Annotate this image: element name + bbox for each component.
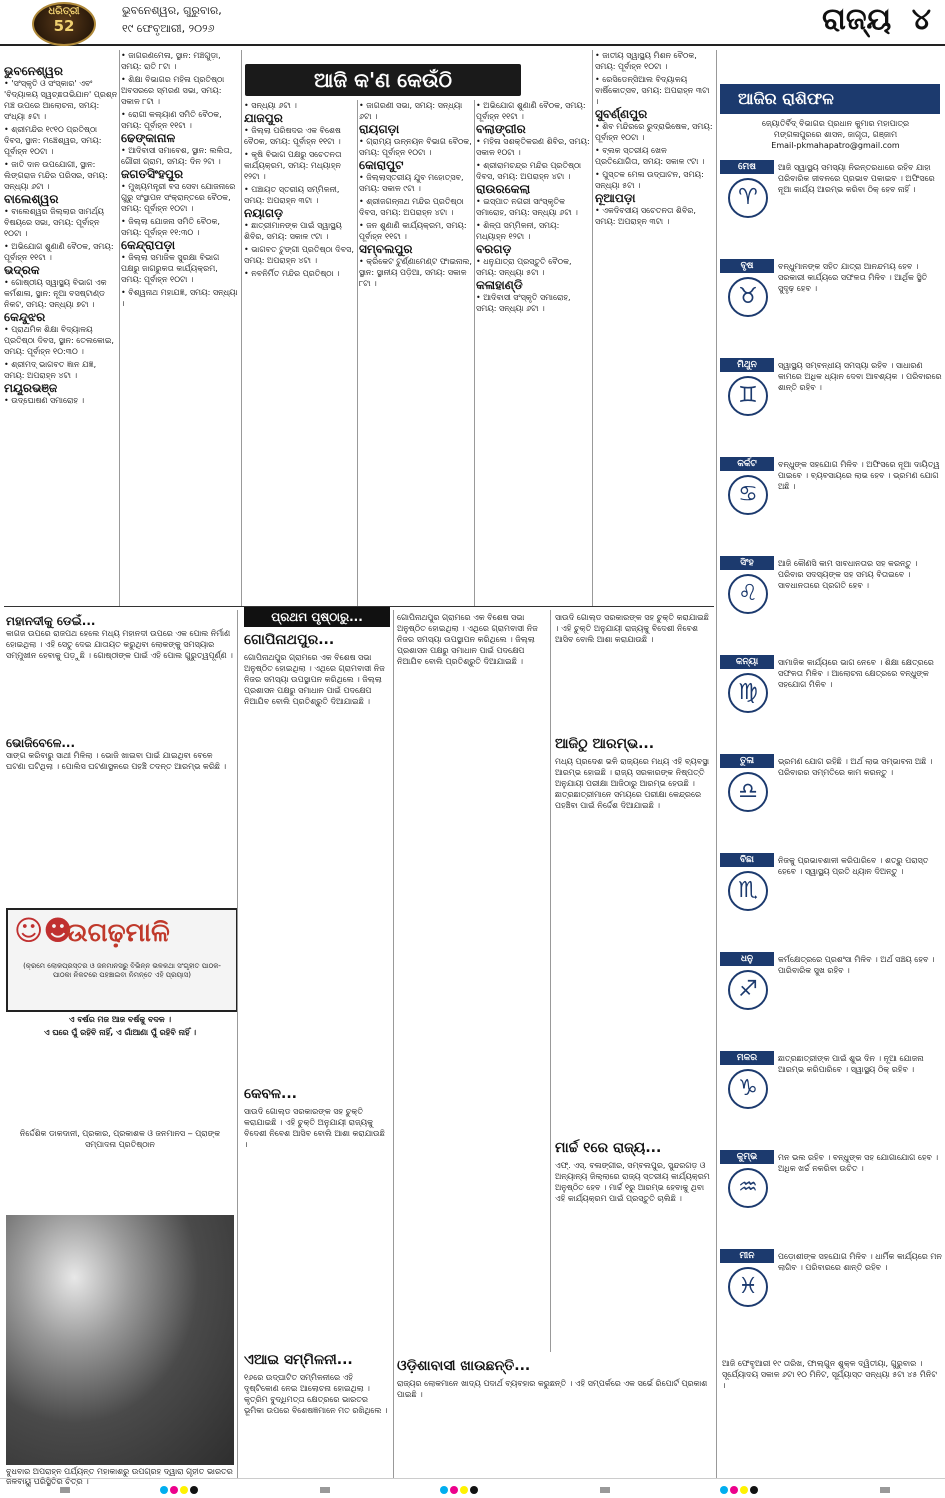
event-item: • ବ୍ଲକ ସ୍ତରୀୟ ଖେଳ ପ୍ରତିଯୋଗିତା, ସମୟ: ସକାଳ ୯ଟା । <box>595 146 705 166</box>
sign-name: କୁମ୍ଭ <box>720 1150 774 1164</box>
event-place-heading: ନୟାଗଡ଼ <box>244 206 284 220</box>
event-item: • ଜିଲ୍ଲାସ୍ତରୀୟ ଯୁବ ମହୋତ୍ସବ, ସମୟ: ସକାଳ ୯ଟା । <box>359 173 464 193</box>
event-item: • ଅଭିଯୋଗ ଶୁଣାଣି ବୈଠକ, ସମୟ: ପୂର୍ବାହ୍ନ ୧୧ଟା । <box>4 242 114 262</box>
horoscope-sign <box>720 160 942 254</box>
horoscope-sign <box>720 1051 942 1145</box>
ugadhamala-content <box>6 1014 234 1210</box>
registration-mark <box>450 1486 458 1494</box>
event-place-heading: ରାୟଗଡ଼ା <box>359 122 400 136</box>
section-title: ରାଜ୍ୟ <box>821 2 892 37</box>
event-item: • ପଞ୍ଚାୟତ ସ୍ତରୀୟ ସମ୍ମିଳନୀ, ସମୟ: ଅପରାହ୍ନ ୩ଟା । <box>244 185 340 205</box>
sign-prediction: ନିଜକୁ ପ୍ରଭାବଶାଳୀ କରିପାରିବେ । ଶତ୍ରୁ ପରାସ୍ତ ହେବେ । ସ୍ୱାସ୍ଥ୍ୟ ପ୍ରତି ଧ୍ୟାନ ଦିଅନ୍ତୁ । <box>778 856 929 876</box>
story-kebala-body <box>244 1106 390 1346</box>
story-aajithu-body <box>555 756 712 1136</box>
zodiac-icon: ♋ <box>728 475 768 515</box>
events-column-6 <box>595 50 713 604</box>
event-item: • ଶିକ୍ଷା ବିଭାଗର ମହିଳା ପ୍ରତିଷ୍ଠା ଅବସରରେ ସ୍ମରଣ ସଭା, ସମୟ: ସକାଳ ୮ଟା । <box>121 75 225 106</box>
event-place-heading: କଳାହାଣ୍ଡି <box>476 278 523 292</box>
sign-name: ଧନୁ <box>720 952 774 966</box>
event-item: • ଆଦିବାସୀ ସମାବେଶ, ସ୍ଥାନ: ଲଲିତା, ଗୌରୀ ଗ୍ରାମ, ସମୟ: ଦିନ ୨ଟା । <box>121 146 233 166</box>
event-place-heading: ଢେଙ୍କାନାଳ <box>121 131 176 145</box>
story-odisha-body <box>397 1378 711 1476</box>
newspaper-logo <box>32 2 96 46</box>
sign-name: ମୀନ <box>720 1249 774 1263</box>
event-item: • ଶ୍ରୀରାମଚନ୍ଦ୍ର ମନ୍ଦିର ପ୍ରତିଷ୍ଠା ଦିବସ, ସମୟ: ଅପରାହ୍ନ ୪ଟା । <box>476 161 582 181</box>
story-gopinath-headline: ଗୋପିନାଥପୁର... <box>244 632 335 648</box>
horoscope-sign <box>720 259 942 353</box>
story-march-headline: ମାର୍ଚ୍ଚ ୧ରେ ରାଜ୍ୟ... <box>555 1140 662 1156</box>
events-column-3 <box>244 100 356 600</box>
masthead <box>0 0 945 46</box>
event-item: • ମହିଳା ସଶକ୍ତିକରଣ ଶିବିର, ସମୟ: ସକାଳ ୧୦ଟା । <box>476 137 590 157</box>
sign-name: ସିଂହ <box>720 556 774 570</box>
horoscope-sign <box>720 1150 942 1244</box>
registration-mark <box>600 1487 610 1493</box>
event-item: • ଶ୍ରୀମଦ୍‌ ଭାଗବତ ଜ୍ଞାନ ଯଜ୍ଞ, ସମୟ: ଅପରାହ୍ନ ୪ଟା । <box>4 360 97 380</box>
dateline-date: ୧୯ ଫେବୃଆରୀ, ୨୦୨୬ <box>122 22 215 35</box>
event-item: • ଜାତି ଦାନ ଉପଯୋଗୀ, ସ୍ଥାନ: ଲିଙ୍ଗରାଜ ମନ୍ଦିର ପରିସର, ସମୟ: ସନ୍ଧ୍ୟା ୬ଟା । <box>4 160 108 191</box>
author-name: ଜ୍ୟୋତିର୍ବିଦ୍ ବିଭାଗର ପ୍ରଧାନ କୁମାର ମହାପାତ୍ର <box>761 119 910 128</box>
zodiac-icon: ♑ <box>728 1069 768 1109</box>
sign-name: ମିଥୁନ <box>720 358 774 372</box>
satellite-image <box>6 1215 234 1486</box>
event-place-heading: କେନ୍ଦୁଝର <box>4 310 46 324</box>
zodiac-icon: ♊ <box>728 376 768 416</box>
satellite-caption: ବୁଧବାର ଅପରାହ୍ନ ପର୍ଯ୍ୟନ୍ତ ମହାକାଶରୁ ଉପଗ୍ରହ ଦ୍ୱାରା ଗୃହୀତ ଭାରତର ଜଳବାୟୁ ପରିସ୍ଥିତିର ଚିତ୍ର । <box>6 1467 233 1486</box>
event-item: • ଜନ ଶୁଣାଣି କାର୍ଯ୍ୟକ୍ରମ, ସମୟ: ପୂର୍ବାହ୍ନ ୧୧ଟା । <box>359 221 467 241</box>
sign-prediction: ବନ୍ଧୁଙ୍କ ସହଯୋଗ ମିଳିବ । ଅଫିସରେ ନୂଆ ଦାୟିତ୍ୱ ପାଇବେ । ବ୍ୟବସାୟରେ ଲାଭ ହେବ । ଭ୍ରମଣ ଯୋଗ ଅଛି । <box>778 460 940 491</box>
sign-name: କର୍କଟ <box>720 457 774 471</box>
sign-prediction: କର୍ମକ୍ଷେତ୍ରରେ ପ୍ରଶଂସା ମିଳିବ । ଅର୍ଥ ସଞ୍ଚୟ ହେବ । ପାରିବାରିକ ସୁଖ ରହିବ । <box>778 955 935 975</box>
ugadhamala-box <box>6 908 238 1012</box>
registration-mark <box>880 1487 890 1493</box>
event-item: • କ୍ରିକେଟ ଟୁର୍ଣ୍ଣାମେଣ୍ଟ ଫାଇନାଲ, ସ୍ଥାନ: ସ୍ଥାନୀୟ ପଡ଼ିଆ, ସମୟ: ସକାଳ ୮ଟା । <box>359 257 472 288</box>
faces-icon: ☺☻ <box>14 914 73 947</box>
event-item: • ସନ୍ଧ୍ୟା ୬ଟା । <box>244 101 297 110</box>
event-place-heading: ବାଲେଶ୍ୱର <box>4 192 59 206</box>
event-item: • ଗୋଷ୍ଠୀୟ ସ୍ୱାସ୍ଥ୍ୟ ବିଭାଗ ଏକ କର୍ମଶାଳା, ସ୍ଥାନ: ନୂଆ ବସଷ୍ଟାଣ୍ଡ ନିକଟ, ସମୟ: ସନ୍ଧ୍ୟା ୭ଟା । <box>4 278 107 309</box>
story-mahanadi-headline: ମହାନଦୀକୁ ଡେଇଁ... <box>6 614 96 628</box>
story-bhojiba-headline: ଭୋଜିବେଳେ... <box>6 736 76 750</box>
story-kebala-text: ସାଉଦି ଗୋଲ୍ଡ ସରକାରଙ୍କ ସହ ଚୁକ୍ତି କରାଯାଇଛି । ଏହି ଚୁକ୍ତି ଅନୁଯାୟୀ ରାଜ୍ୟକୁ ବିଦେଶୀ ନିବେଶ ଆସିବ ବୋଲି ଆଶା କରାଯାଉଛି । <box>244 1107 385 1149</box>
event-item: • ଶ୍ରୀଜଗନ୍ନାଥ ମନ୍ଦିର ପ୍ରତିଷ୍ଠା ଦିବସ, ସମୟ: ଅପରାହ୍ନ ୪ଟା । <box>359 197 464 217</box>
story-ai-headline: ଏଆଇ ସମ୍ମିଳନୀ... <box>244 1352 353 1368</box>
story-bhojiba-body: ସାଙ୍ଗ କରିବାରୁ ସାଥୀ ମିଳିଲା । ଭୋଜି ଖାଇବା ପାଇଁ ଯାଇଥିବା ବେଳେ ଘଟଣା ଘଟିଥିଲା । ପୋଲିସ ଘଟଣାସ୍ଥଳରେ ପହଞ୍ଚି ତଦନ୍ତ ଆରମ୍ଭ କରିଛି । <box>6 751 227 771</box>
event-item: • 'ସଂସ୍କୃତି ଓ ସଂସ୍କାର' ଏବଂ 'ବିଦ୍ୟାଳୟ ସ୍ୱଚ୍ଛତାଭିଯାନ' ପ୍ରଶ୍ନ ମଞ୍ଚ ଉପରେ ଆଲୋଚନା, ସମୟ: ସଂଧ୍ୟା ୫ଟା । <box>4 79 118 121</box>
sign-prediction: ସ୍ୱାସ୍ଥ୍ୟ ସମ୍ବନ୍ଧୀୟ ସମସ୍ୟା ରହିବ । ସାଧାରଣ କାମରେ ଅଧିକ ଧ୍ୟାନ ଦେବା ଆବଶ୍ୟକ । ପରିବାରରେ ଶାନ୍ତି ରହିବ । <box>778 361 942 392</box>
horoscope-author <box>728 118 943 151</box>
registration-mark <box>170 1486 178 1494</box>
sign-prediction: ଆଜି ସ୍ୱାସ୍ଥ୍ୟ ସମସ୍ୟା ନିରନ୍ତରଧାରେ ରହିବ ଯାହା ପରିବାରିକ ଜୀବନରେ ପ୍ରଭାବ ପକାଇବ । ଅଫିସରେ ନୂଆ କାର୍ଯ୍ୟ ଆରମ୍ଭ କରିବା ଠିକ୍‌ ହେବ ନାହିଁ । <box>778 163 935 194</box>
event-item: • ଜାତୀୟ ସ୍ୱାସ୍ଥ୍ୟ ମିଶନ ବୈଠକ, ସମୟ: ପୂର୍ବାହ୍ନ ୧୦ଟା । <box>595 51 697 71</box>
event-item: • ଜିଲ୍ଲା ଯୋଜନା ସମିତି ବୈଠକ, ସମୟ: ପୂର୍ବାହ୍ନ ୧୧:୩୦ । <box>121 217 220 237</box>
registration-mark <box>720 1486 728 1494</box>
event-item: • ରୋଗୀ କଲ୍ୟାଣ ସମିତି ବୈଠକ, ସମୟ: ପୂର୍ବାହ୍ନ ୧୧ଟା । <box>121 110 222 130</box>
event-item: • ଶ୍ରୀମନ୍ଦିର ୧୯୧୦ ପ୍ରତିଷ୍ଠା ଦିବସ, ସ୍ଥାନ: ମଞ୍ଚେଶ୍ୱର, ସମୟ: ପୂର୍ବାହ୍ନ ୧୦ଟା । <box>4 125 102 156</box>
event-item: • ଜିଲ୍ଲା ସମାଜିକ ସୁରକ୍ଷା ବିଭାଗ ପକ୍ଷରୁ ଜାଗରୁକତା କାର୍ଯ୍ୟକ୍ରମ, ସମୟ: ପୂର୍ବାହ୍ନ ୧୦ଟା । <box>121 253 220 284</box>
events-column-1 <box>4 64 118 604</box>
event-item: • କୃଷି ବିଭାଗ ପକ୍ଷରୁ ସଚେତନତା କାର୍ଯ୍ୟକ୍ରମ, ସମୟ: ମଧ୍ୟାହ୍ନ ୧୨ଟା । <box>244 150 342 181</box>
story-right-top-text: ସାଉଦି ଗୋଲ୍ଡ ସରକାରଙ୍କ ସହ ଚୁକ୍ତି କରାଯାଇଛି । ଏହି ଚୁକ୍ତି ଅନୁଯାୟୀ ରାଜ୍ୟକୁ ବିଦେଶୀ ନିବେଶ ଆସିବ ବୋଲି ଆଶା କରାଯାଉଛି । <box>555 613 709 644</box>
story-aajithu-text: ମଧ୍ୟ ପ୍ରଦେଶ ଭଳି ରାଜ୍ୟରେ ମଧ୍ୟ ଏହି ବ୍ୟବସ୍ଥା ଆରମ୍ଭ ହୋଇଛି । ରାଜ୍ୟ ସରକାରଙ୍କ ନିଷ୍ପତ୍ତି ଅନୁଯାୟୀ ପରୀକ୍ଷା ଆଜିଠାରୁ ଆରମ୍ଭ ହେଉଛି । ଛାତ୍ରଛାତ୍ରୀମାନେ ସମୟରେ ପରୀକ୍ଷା କେନ୍ଦ୍ରରେ ପହଞ୍ଚିବା ପାଇଁ ନିର୍ଦ୍ଦେଶ ଦିଆଯାଇଛି । <box>555 757 710 810</box>
event-place-heading: ଯାଜପୁର <box>244 111 283 125</box>
event-item: • ବିଶ୍ୱନାଥ ମହାଯଜ୍ଞ, ସମୟ: ସନ୍ଧ୍ୟା । <box>121 288 238 308</box>
story-march-text: ଏଫ୍‌. ଏସ୍‌. ବଳାଙ୍ଗୀର, ସମ୍ବଲପୁର, ସୁନ୍ଦରଗଡ଼ ଓ ଅନ୍ୟାନ୍ୟ ଜିଲ୍ଲାରେ ରାଜ୍ୟ ସ୍ତରୀୟ କାର୍ଯ୍ୟକ୍ରମ ଅନୁଷ୍ଠିତ ହେବ । ମାର୍ଚ୍ଚ ୧ରୁ ଆରମ୍ଭ ହେବାକୁ ଥିବା ଏହି କାର୍ଯ୍ୟକ୍ରମ ପାଇଁ ପ୍ରସ୍ତୁତି ଚାଲିଛି । <box>555 1161 710 1203</box>
event-item: • ମୁଖ୍ୟମନ୍ତ୍ରୀ ବସ ସେବା ଯୋଜନାରେ ଗୁରୁ ସଂସ୍ଥାପନ ସଂକ୍ରାନ୍ତରେ ବୈଠକ, ସମୟ: ପୂର୍ବାହ୍ନ ୧୦ଟା । <box>121 182 236 213</box>
horoscope-sign <box>720 952 942 1046</box>
sign-name: କନ୍ୟା <box>720 655 774 669</box>
event-place-heading: ଭୁବନେଶ୍ୱର <box>4 64 63 78</box>
event-item: • ଭାଗବତ ଟୁଙ୍ଗୀ ପ୍ରତିଷ୍ଠା ଦିବସ, ସମୟ: ଅପରାହ୍ନ ୪ଟା । <box>244 245 354 265</box>
section-header <box>822 2 931 37</box>
event-item: • ଜାଗରଣମେଳା, ସ୍ଥାନ: ମଞ୍ଚଗୁଡ଼ା, ସମୟ: ରାତି ୮ଟା । <box>121 51 221 71</box>
zodiac-icon: ♉ <box>728 277 768 317</box>
event-item: • ଛାତ୍ରୀମାନଙ୍କ ପାଇଁ ସ୍ୱାସ୍ଥ୍ୟ ଶିବିର, ସମୟ: ସକାଳ ୯ଟା । <box>244 221 342 241</box>
event-item: • ଇସ୍ପାତ ନଗରୀ ସାଂସ୍କୃତିକ ସମାରୋହ, ସମୟ: ସନ୍ଧ୍ୟା ୬ଟା । <box>476 197 578 217</box>
event-item: • ଗ୍ରାମ୍ୟ ଉନ୍ନୟନ ବିଭାଗ ବୈଠକ, ସମୟ: ପୂର୍ବାହ୍ନ ୧୦ଟା । <box>359 137 472 157</box>
event-place-heading: ନୂଆପଡ଼ା <box>595 191 636 205</box>
horoscope-sign <box>720 358 942 452</box>
event-item: • ନବନିର୍ମିତ ମନ୍ଦିର ପ୍ରତିଷ୍ଠା । <box>244 269 340 278</box>
page-number: ୪ <box>911 2 931 37</box>
zodiac-icon: ♌ <box>728 574 768 614</box>
event-item: • ଏକଦିବସୀୟ ସଚେତନତା ଶିବିର, ସମୟ: ଅପରାହ୍ନ ୩ଟା । <box>595 206 696 226</box>
story-aajithu-headline: ଆଜିଠୁ ଆରମ୍ଭ... <box>555 736 655 752</box>
events-column-4 <box>359 100 473 600</box>
sign-prediction: ସାମାଜିକ କାର୍ଯ୍ୟରେ ଭାଗ ନେବେ । ଶିକ୍ଷା କ୍ଷେତ୍ରରେ ସଫଳତା ମିଳିବ । ଆଲୋଚନା କ୍ଷେତ୍ରରେ ବନ୍ଧୁଙ୍କ ସହଯୋଗ ମିଳିବ । <box>778 658 934 689</box>
event-place-heading: ଭଦ୍ରକ <box>4 263 40 277</box>
event-place-heading: ଜଗତସିଂହପୁର <box>121 167 184 181</box>
event-item: • ଶିଳ୍ପ ସମ୍ମିଳନୀ, ସମୟ: ମଧ୍ୟାହ୍ନ ୧୨ଟା । <box>476 221 560 241</box>
event-place-heading: କୋରାପୁଟ <box>359 158 404 172</box>
sign-name: ମେଷ <box>720 160 774 174</box>
sign-name: ମକର <box>720 1051 774 1065</box>
story-odisha-text: ରାଜ୍ୟର ଲୋକମାନେ ଖାଦ୍ୟ ପଦାର୍ଥ ବ୍ୟବହାର କରୁଛନ୍ତି । ଏହି ସମ୍ପର୍କରେ ଏକ ସର୍ଭେ ରିପୋର୍ଟ ପ୍ରକାଶ ପାଇଛି । <box>397 1379 708 1399</box>
logo-text: ଧରିତ୍ରୀ <box>48 6 80 17</box>
story-middle-text: ଗୋପିନାଥପୁର ଗ୍ରାମରେ ଏକ ବିଶେଷ ସଭା ଅନୁଷ୍ଠିତ ହୋଇଥିଲା । ଏଥିରେ ଗ୍ରାମବାସୀ ନିଜ ନିଜର ସମସ୍ୟା ଉପସ୍ଥାପନ କରିଥିଲେ । ଜିଲ୍ଲା ପ୍ରଶାସନ ପକ୍ଷରୁ ସମାଧାନ ପାଇଁ ପଦକ୍ଷେପ ନିଆଯିବ ବୋଲି ପ୍ରତିଶ୍ରୁତି ଦିଆଯାଇଛି । <box>397 613 538 666</box>
zodiac-icon: ♏ <box>728 871 768 911</box>
ugadhamala-quote-1: ଏ ବର୍ଷର ମଜ ଆଜ ବର୍ଷକୁ ବଦଳ । <box>68 1015 172 1024</box>
story-bhojiba <box>6 736 234 904</box>
registration-mark <box>740 1486 748 1494</box>
event-item: • ଉଦ୍‌ଘୋଷଣ ସମାରୋହ । <box>4 396 85 405</box>
sign-prediction: ଆଜି କୌଣସି କାମ ସାବଧାନତାର ସହ କରନ୍ତୁ । ପରିବାର ସଦସ୍ୟଙ୍କ ସହ ସମୟ ବିତାଇବେ । ସାବଧାନତାରେ ପ୍ରଗତି ହେବ । <box>778 559 918 590</box>
event-place-heading: ବରଗଡ଼ <box>476 242 512 256</box>
event-item: • ଆଦିବାସୀ ସଂସ୍କୃତି ସମାରୋହ, ସମୟ: ସନ୍ଧ୍ୟା ୬ଟା । <box>476 293 571 313</box>
front-page-continuation-label: ପ୍ରଥମ ପୃଷ୍ଠାରୁ... <box>244 607 390 627</box>
registration-mark <box>470 1486 478 1494</box>
horoscope-sign <box>720 853 942 947</box>
sign-prediction: ମନ ଭଲ ରହିବ । ବନ୍ଧୁଙ୍କ ସହ ଯୋଗାଯୋଗ ହେବ । ଅଧିକ ଖର୍ଚ୍ଚ ନକରିବା ଉଚିତ । <box>778 1153 939 1173</box>
story-right-top <box>555 612 712 732</box>
story-middle-body <box>397 612 543 1352</box>
event-item: • ଶିବ ମନ୍ଦିରରେ ରୁଦ୍ରାଭିଷେକ, ସମୟ: ପୂର୍ବାହ୍ନ ୧୦ଟା । <box>595 122 713 142</box>
author-email: Email-pkmahapatro@gmail.com <box>771 141 900 150</box>
horoscope-sign <box>720 556 942 650</box>
event-place-heading: କେନ୍ଦ୍ରାପଡ଼ା <box>121 238 176 252</box>
story-gopinath-body <box>244 652 390 1052</box>
sign-name: ତୁଳା <box>720 754 774 768</box>
event-item: • ବାଲେଶ୍ୱର ଜିଲ୍ଲାର ସାମର୍ଥ୍ୟ ବିଷୟରେ ସଭା, ସମୟ: ପୂର୍ବାହ୍ନ ୧୦ଟା । <box>4 207 104 238</box>
sign-name: ବିଛା <box>720 853 774 867</box>
registration-mark <box>730 1486 738 1494</box>
events-column-5 <box>476 100 591 600</box>
event-place-heading: ସୁବର୍ଣ୍ଣପୁର <box>595 107 648 121</box>
story-kebala-headline: କେବଳ... <box>244 1086 297 1102</box>
zodiac-icon: ♓ <box>728 1267 768 1307</box>
horoscope-sign <box>720 457 942 551</box>
story-march-body <box>555 1160 712 1352</box>
sign-prediction: ବନ୍ଧୁମାନଙ୍କ ସହିତ ଯାତ୍ରା ଆନନ୍ଦମୟ ହେବ । ସରକାରୀ କାର୍ଯ୍ୟରେ ସଫଳତା ମିଳିବ । ଆର୍ଥିକ ସ୍ଥିତି ସୁଦୃଢ଼ ହେବ । <box>778 262 928 293</box>
event-item: • ପ୍ରାଥମିକ ଶିକ୍ଷା ବିଦ୍ୟାଳୟ ପ୍ରତିଷ୍ଠା ଦିବସ, ସ୍ଥାନ: ତେଲକୋଇ, ସମୟ: ପୂର୍ବାହ୍ନ ୧୦:୩୦ । <box>4 325 114 356</box>
event-place-heading: ସମ୍ବଲପୁର <box>359 242 413 256</box>
sign-prediction: ଭ୍ରମଣ ଯୋଗ ରହିଛି । ଅର୍ଥ ଲାଭ ସମ୍ଭାବନା ଅଛି । ପରିବାରର ସମ୍ମତିରେ କାମ କରନ୍ତୁ । <box>778 757 933 777</box>
horoscope-sign <box>720 1249 942 1343</box>
panjika <box>722 1358 940 1476</box>
event-item: • ଧନୁଯାତ୍ରା ପ୍ରସ୍ତୁତି ବୈଠକ, ସମୟ: ସନ୍ଧ୍ୟା ୫ଟା । <box>476 257 572 277</box>
event-place-heading: ବଲାଙ୍ଗୀର <box>476 122 526 136</box>
registration-mark <box>60 1487 70 1493</box>
registration-mark <box>750 1486 758 1494</box>
horoscope-title: ଆଜିର ରାଶିଫଳ <box>720 84 940 114</box>
ugadhamala-title: ଉଗଢ଼ମାଳି <box>66 918 170 948</box>
zodiac-icon: ♎ <box>728 772 768 812</box>
zodiac-icon: ♍ <box>728 673 768 713</box>
story-ai-body <box>244 1372 390 1476</box>
event-place-heading: ରାଉରକେଲା <box>476 182 531 196</box>
story-mahanadi-body: କାଗଜ ଉପରେ ରାଜପଥ ହେଲେ ମଧ୍ୟ ମହାନଦୀ ଉପରେ ଏକ ପୋଲ ନିର୍ମାଣ ହୋଇଥିଲା । ଏହି ସେତୁ ଦେଇ ଯାତାୟତ କରୁଥିବା ଲୋକଙ୍କୁ ସମସ୍ୟାର ସମ୍ମୁଖୀନ ହେବାକୁ ପଡ଼ୁଛି । ଗୋଷ୍ଠୀଙ୍କ ପାଇଁ ଏହି ପୋଲ ଗୁରୁତ୍ୱପୂର୍ଣ୍ଣ । <box>6 629 233 660</box>
event-item: • ରେସିଡେନ୍ସିଆଲ ବିଦ୍ୟାଳୟ ବାର୍ଷିକୋତ୍ସବ, ସମୟ: ଅପରାହ୍ନ ୩ଟା । <box>595 75 710 106</box>
sign-name: ବୃଷ <box>720 259 774 273</box>
event-item: • ଜାଗରଣୀ ସଭା, ସମୟ: ସନ୍ଧ୍ୟା ୬ଟା । <box>359 101 463 121</box>
registration-mark <box>460 1486 468 1494</box>
zodiac-icon: ♒ <box>728 1168 768 1208</box>
event-item: • ଜିଲ୍ଲା ପରିଷଦର ଏକ ବିଶେଷ ବୈଠକ, ସମୟ: ପୂର୍ବାହ୍ନ ୧୧ଟା । <box>244 126 341 146</box>
registration-mark <box>160 1486 168 1494</box>
event-item: • ଅଭିଯୋଗ ଶୁଣାଣି ବୈଠକ, ସମୟ: ପୂର୍ବାହ୍ନ ୧୧ଟା । <box>476 101 586 121</box>
zodiac-icon: ♈ <box>728 178 768 218</box>
event-place-heading: ମୟୂରଭଞ୍ଜ <box>4 381 58 395</box>
horoscope-sign <box>720 754 942 848</box>
dateline-city: ଭୁବନେଶ୍ୱର, ଗୁରୁବାର, <box>122 4 222 17</box>
story-odisha-headline: ଓଡ଼ିଶାବାସୀ ଖାଉଛନ୍ତି... <box>397 1358 531 1374</box>
horoscope-sign <box>720 655 942 749</box>
panjika-text: ଆଜି ଫେବୃଆରୀ ୧୯ ତାରିଖ, ଫାଲ୍‌ଗୁନ ଶୁକ୍ଳ ଦ୍ୱିତୀୟା, ଗୁରୁବାର । ସୂର୍ଯ୍ୟୋଦୟ ସକାଳ ୬ଟା ୧୦ ମିନିଟ, ସୂର୍ଯ୍ୟାସ୍ତ ସନ୍ଧ୍ୟା ୫ଟା ୪୫ ମିନିଟ । <box>722 1359 937 1390</box>
events-column-2 <box>121 50 239 604</box>
logo-years: 52 <box>53 17 75 35</box>
story-ai-text: ୧୬ରେ ଉଦ୍‌ଘାଟିତ ସମ୍ମିଳନୀରେ ଏହି ଦୃଷ୍ଟିକୋଣ ନେଇ ଆଲୋଚନା ହୋଇଥିଲା । କୃତ୍ରିମ ବୁଦ୍ଧିମତ୍ତା କ୍ଷେତ୍ରରେ ଭାରତର ଭୂମିକା ଉପରେ ବିଶେଷଜ୍ଞମାନେ ମତ ରଖିଥିଲେ । <box>244 1373 388 1415</box>
registration-mark <box>440 1486 448 1494</box>
sign-prediction: ଛାତ୍ରଛାତ୍ରୀଙ୍କ ପାଇଁ ଶୁଭ ଦିନ । ନୂଆ ଯୋଜନା ଆରମ୍ଭ କରିପାରିବେ । ସ୍ୱାସ୍ଥ୍ୟ ଠିକ୍‌ ରହିବ । <box>778 1054 924 1074</box>
story-gopinath-text: ଗୋପିନାଥପୁର ଗ୍ରାମରେ ଏକ ବିଶେଷ ସଭା ଅନୁଷ୍ଠିତ ହୋଇଥିଲା । ଏଥିରେ ଗ୍ରାମବାସୀ ନିଜ ନିଜର ସମସ୍ୟା ଉପସ୍ଥାପନ କରିଥିଲେ । ଜିଲ୍ଲା ପ୍ରଶାସନ ପକ୍ଷରୁ ସମାଧାନ ପାଇଁ ପଦକ୍ଷେପ ନିଆଯିବ ବୋଲି ପ୍ରତିଶ୍ରୁତି ଦିଆଯାଇଛି । <box>244 653 385 706</box>
events-banner: ଆଜି କ'ଣ କେଉଁଠି <box>245 64 521 96</box>
registration-mark <box>180 1486 188 1494</box>
event-item: • ପୁସ୍ତକ ମେଳା ଉଦ୍‌ଘାଟନ, ସମୟ: ସନ୍ଧ୍ୟା ୫ଟା । <box>595 170 704 190</box>
story-mahanadi <box>6 614 234 734</box>
zodiac-icon: ♐ <box>728 970 768 1010</box>
ugadhamala-subtitle: (କ୍ରମେ ଲୋକପ୍ରସ୍ତର ଓ ଜନମାନସରୁ ବିଭିନ୍ନ ଭଳକଥା ସଂଗୃହୀତ ପାଠକ-ପାଠକା ନିକଟରେ ପହଞ୍ଚାଇବା ନିମନ୍ତେ ଏହି ପ୍ରୟାସ) <box>23 962 221 979</box>
registration-mark <box>190 1486 198 1494</box>
sign-prediction: ପଡ଼ୋଶୀଙ୍କ ସହଯୋଗ ମିଳିବ । ଧାର୍ମିକ କାର୍ଯ୍ୟରେ ମନ ଲାଗିବ । ପରିବାରରେ ଶାନ୍ତି ରହିବ । <box>778 1252 942 1272</box>
registration-mark <box>320 1487 330 1493</box>
ugadhamala-quote-2: ଏ ଘରେ ପୁଁ ରହିବି ନାହିଁ, ଏ ଗାଁଆଣା ପୁଁ ରହିବି ନାହିଁ । <box>43 1028 197 1037</box>
ugadhamala-credit: ନିର୍ଦ୍ଦେଶିକ ଡାକଦାନୀ, ପ୍ରକାର, ପ୍ରକାଶକ ଓ ଜନମାନସ ‒ ପ୍ରାଙ୍କ ସମ୍ପାଦନା ପ୍ରତିଷ୍ଠାନ <box>19 1129 221 1149</box>
author-address: ମଙ୍ଗଳାପୁରରେ ଶାସନ, ଜାଗୃତା, ଗଞ୍ଜାମ <box>773 130 898 139</box>
